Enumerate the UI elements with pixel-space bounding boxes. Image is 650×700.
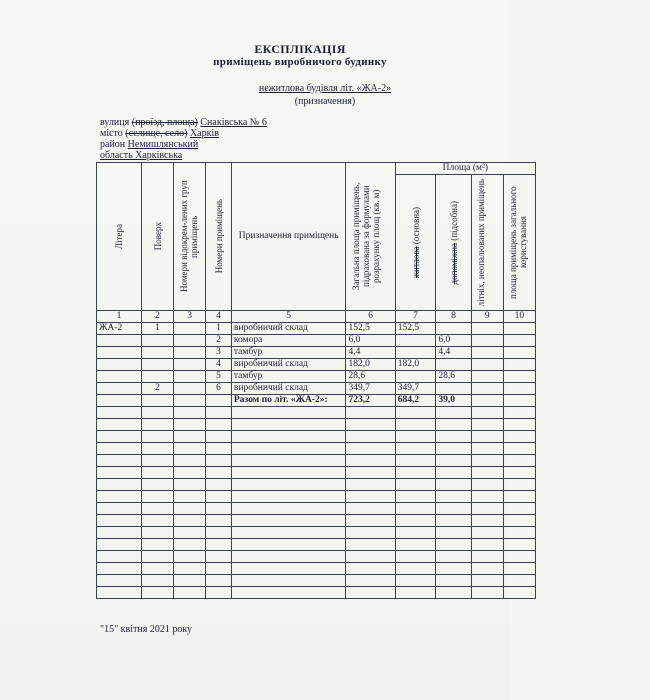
col-number: 10 <box>503 311 535 323</box>
table-cell: ЖА-2 <box>97 323 142 335</box>
table-cell: 5 <box>206 371 232 383</box>
table-cell <box>471 383 503 395</box>
col-number: 6 <box>346 311 395 323</box>
table-cell: 4,4 <box>436 347 471 359</box>
header-aux-area: допоміжна (підсобна) <box>436 175 471 311</box>
table-row <box>97 359 536 371</box>
col-number: 5 <box>231 311 346 323</box>
table-row <box>97 347 536 359</box>
table-row <box>97 383 536 395</box>
table-cell: 1 <box>141 323 173 335</box>
total-aux: 39,0 <box>436 395 471 407</box>
table-cell <box>503 335 535 347</box>
header-room-numbers: Номери приміщень <box>206 163 232 311</box>
empty-row <box>97 419 536 431</box>
address-street <box>100 117 267 128</box>
empty-row <box>97 551 536 563</box>
table-cell <box>97 371 142 383</box>
district-value: Немишлянський <box>127 139 199 150</box>
table-cell <box>174 323 206 335</box>
street-prefix: вулиця <box>100 117 130 128</box>
table-cell: 4,4 <box>346 347 395 359</box>
header-common-area: площа приміщень загального користування <box>503 175 535 311</box>
table-cell: виробничий склад <box>231 323 346 335</box>
table-cell <box>174 383 206 395</box>
district-prefix: район <box>100 139 126 150</box>
table-cell: виробничий склад <box>231 359 346 371</box>
table-cell <box>97 335 142 347</box>
empty-row <box>97 503 536 515</box>
total-area: 723,2 <box>346 395 395 407</box>
table-cell: комора <box>231 335 346 347</box>
total-row <box>97 395 536 407</box>
empty-row <box>97 527 536 539</box>
col-number: 9 <box>471 311 503 323</box>
header-purpose: Призначення приміщень <box>231 163 346 311</box>
table-cell <box>471 347 503 359</box>
header-litera: Літера <box>97 163 142 311</box>
column-number-row <box>97 311 536 323</box>
empty-row <box>97 479 536 491</box>
table-cell: 4 <box>206 359 232 371</box>
purpose-label: (призначення) <box>294 96 356 107</box>
table-cell <box>471 323 503 335</box>
document-title: ЕКСПЛІКАЦІЯ <box>254 42 346 56</box>
table-cell <box>97 347 142 359</box>
empty-row <box>97 539 536 551</box>
col-number: 1 <box>97 311 142 323</box>
address-city <box>100 128 219 139</box>
table-cell: 6,0 <box>436 335 471 347</box>
empty-row <box>97 443 536 455</box>
city-prefix: місто <box>100 128 123 139</box>
col-number: 4 <box>206 311 232 323</box>
table-cell <box>174 347 206 359</box>
city-struck: (селище, село) <box>125 128 188 139</box>
table-cell: 1 <box>206 323 232 335</box>
empty-row <box>97 467 536 479</box>
empty-row <box>97 575 536 587</box>
table-cell: 6,0 <box>346 335 395 347</box>
table-cell <box>141 371 173 383</box>
document-subtitle: приміщень виробничого будинку <box>213 56 387 68</box>
table-cell <box>503 323 535 335</box>
header-area-group: Площа (м²) <box>395 163 535 175</box>
street-struck: (проїзд, площа) <box>131 117 198 128</box>
table-cell: 349,7 <box>395 383 436 395</box>
table-cell: 349,7 <box>346 383 395 395</box>
table-cell: 152,5 <box>346 323 395 335</box>
header-total-area: Загальна площа приміщень, підрахована за формулами розрахунку площ (кв. м) <box>346 163 395 311</box>
table-cell <box>471 371 503 383</box>
empty-row <box>97 491 536 503</box>
empty-row <box>97 431 536 443</box>
explication-table <box>96 162 536 599</box>
table-cell: тамбур <box>231 347 346 359</box>
table-cell: 182,0 <box>346 359 395 371</box>
table-row <box>97 335 536 347</box>
table-cell <box>436 323 471 335</box>
table-cell: тамбур <box>231 371 346 383</box>
empty-row <box>97 587 536 599</box>
city-value: Харків <box>189 128 219 139</box>
empty-row <box>97 407 536 419</box>
empty-row <box>97 563 536 575</box>
col-number: 8 <box>436 311 471 323</box>
table-cell: 152,5 <box>395 323 436 335</box>
col-number: 2 <box>141 311 173 323</box>
col-number: 3 <box>174 311 206 323</box>
header-groups: Номери відокрем-лених груп приміщень <box>174 163 206 311</box>
explication-table-wrap <box>96 162 529 599</box>
table-cell <box>141 347 173 359</box>
table-row <box>97 371 536 383</box>
address-region: область Харківська <box>100 150 183 161</box>
street-value: Снаківська № 6 <box>200 117 267 128</box>
table-cell <box>141 335 173 347</box>
table-cell <box>395 335 436 347</box>
table-cell: 182,0 <box>395 359 436 371</box>
table-cell: 6 <box>206 383 232 395</box>
empty-row <box>97 455 536 467</box>
table-cell: 2 <box>206 335 232 347</box>
empty-row <box>97 515 536 527</box>
table-cell: 28,6 <box>436 371 471 383</box>
header-floor: Поверх <box>141 163 173 311</box>
header-main-area: житлова (основна) <box>395 175 436 311</box>
table-cell <box>141 359 173 371</box>
document-date: "15" квітня 2021 року <box>100 624 193 635</box>
table-cell <box>174 371 206 383</box>
total-main: 684,2 <box>395 395 436 407</box>
table-row <box>97 323 536 335</box>
table-cell: виробничий склад <box>231 383 346 395</box>
table-cell <box>174 335 206 347</box>
table-cell: 3 <box>206 347 232 359</box>
table-cell <box>503 359 535 371</box>
total-label: Разом по літ. «ЖА-2»: <box>231 395 346 407</box>
table-cell <box>503 371 535 383</box>
table-cell <box>97 359 142 371</box>
table-cell <box>436 383 471 395</box>
address-district <box>100 139 198 150</box>
table-cell <box>471 359 503 371</box>
col-number: 7 <box>395 311 436 323</box>
table-cell <box>471 335 503 347</box>
table-cell: 2 <box>141 383 173 395</box>
table-cell <box>436 359 471 371</box>
header-summer-area: літніх, неопалюваних приміщень <box>471 175 503 311</box>
table-cell: 28,6 <box>346 371 395 383</box>
table-cell <box>503 383 535 395</box>
table-cell <box>395 371 436 383</box>
building-name: нежитлова будівля літ. «ЖА-2» <box>258 83 392 94</box>
table-cell <box>503 347 535 359</box>
table-cell <box>97 383 142 395</box>
table-cell <box>174 359 206 371</box>
table-cell <box>395 347 436 359</box>
